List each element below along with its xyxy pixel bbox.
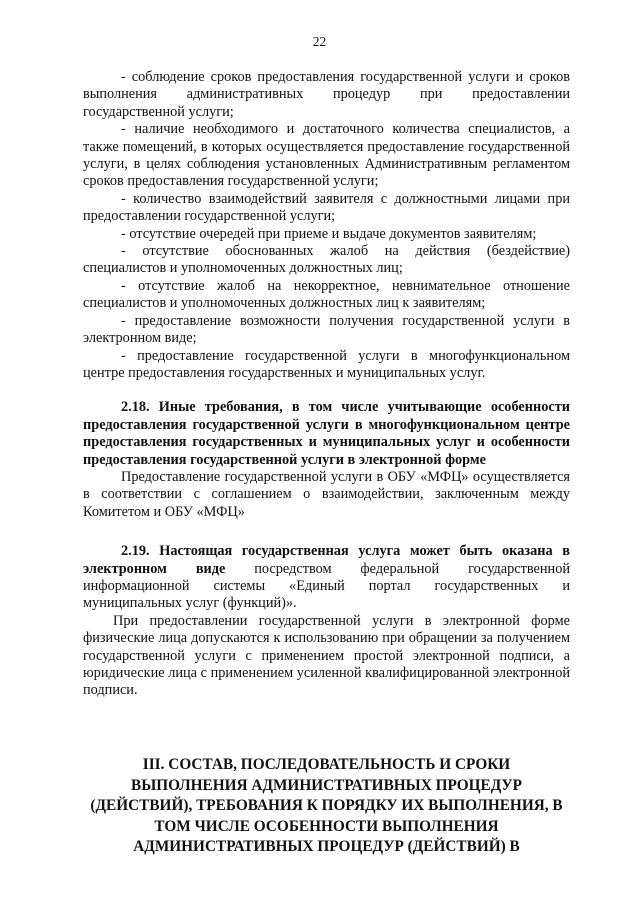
list-item: - отсутствие очередей при приеме и выдаче документов заявителям; bbox=[121, 225, 537, 242]
document-body bbox=[83, 69, 570, 700]
section-3-heading-line: (ДЕЙСТВИЙ), ТРЕБОВАНИЯ К ПОРЯДКУ ИХ ВЫПОЛНЕНИЯ, В bbox=[90, 797, 563, 814]
list-item: - отсутствие обоснованных жалоб на действия (бездействие) специалистов и уполномоченных должностных лиц; bbox=[83, 243, 570, 277]
section-3-heading-line: АДМИНИСТРАТИВНЫХ ПРОЦЕДУР (ДЕЙСТВИЙ) В bbox=[133, 838, 520, 855]
section-2-18-heading: 2.18. Иные требования, в том числе учитывающие особенности предоставления государственной услуги в многофункциональном центре предоставления государственных и муниципальных услуг и особенности предоставления государственной услуги в электронной форме bbox=[83, 399, 570, 468]
section-3-heading-line: ВЫПОЛНЕНИЯ АДМИНИСТРАТИВНЫХ ПРОЦЕДУР bbox=[131, 776, 522, 794]
list-item: - предоставление возможности получения государственной услуги в электронном виде; bbox=[83, 312, 570, 347]
section-3-heading-line: ТОМ ЧИСЛЕ ОСОБЕННОСТИ ВЫПОЛНЕНИЯ bbox=[154, 817, 499, 835]
section-3-heading bbox=[83, 755, 570, 858]
page-number: 22 bbox=[312, 34, 327, 49]
list-item: - отсутствие жалоб на некорректное, невнимательное отношение специалистов и уполномоченных должностных лиц к заявителям; bbox=[83, 277, 570, 312]
section-2-18-text: Предоставление государственной услуги в ОБУ «МФЦ» осуществляется в соответствии с соглашением о взаимодействии, заключенным между Комитетом и ОБУ «МФЦ» bbox=[83, 468, 570, 520]
list-item: - соблюдение сроков предоставления государственной услуги и сроков выполнения административных процедур при предоставлении государственной услуги; bbox=[83, 69, 570, 120]
list-item: - предоставление государственной услуги в многофункциональном центре предоставления государственных и муниципальных услуг. bbox=[83, 347, 570, 381]
section-2-19-lead: 2.19. Настоящая государственная услуга может быть оказана в электронном виде bbox=[83, 543, 570, 577]
section-2-19-lead-rest: посредством федеральной государственной информационной системы «Единый портал государственных и муниципальных услуг (функций)». bbox=[83, 560, 570, 612]
section-2-19-paragraph-2: При предоставлении государственной услуги в электронной форме физические лица допускаются к использованию при обращении за получением государственной услуги с применением простой электронной подписи, а юридические лица с применением усиленной квалифицированной электронной подписи. bbox=[83, 612, 570, 699]
list-item: - наличие необходимого и достаточного количества специалистов, а также помещений, в которых осуществляется предоставление государственной услуги, в целях соблюдения установленных Административным регламентом сроков предоставления государственной услуги; bbox=[83, 121, 570, 190]
section-2-19-paragraph bbox=[83, 543, 570, 613]
section-3-heading-line: III. СОСТАВ, ПОСЛЕДОВАТЕЛЬНОСТЬ И СРОКИ bbox=[142, 756, 511, 773]
list-item: - количество взаимодействий заявителя с должностными лицами при предоставлении государственной услуги; bbox=[83, 190, 570, 225]
